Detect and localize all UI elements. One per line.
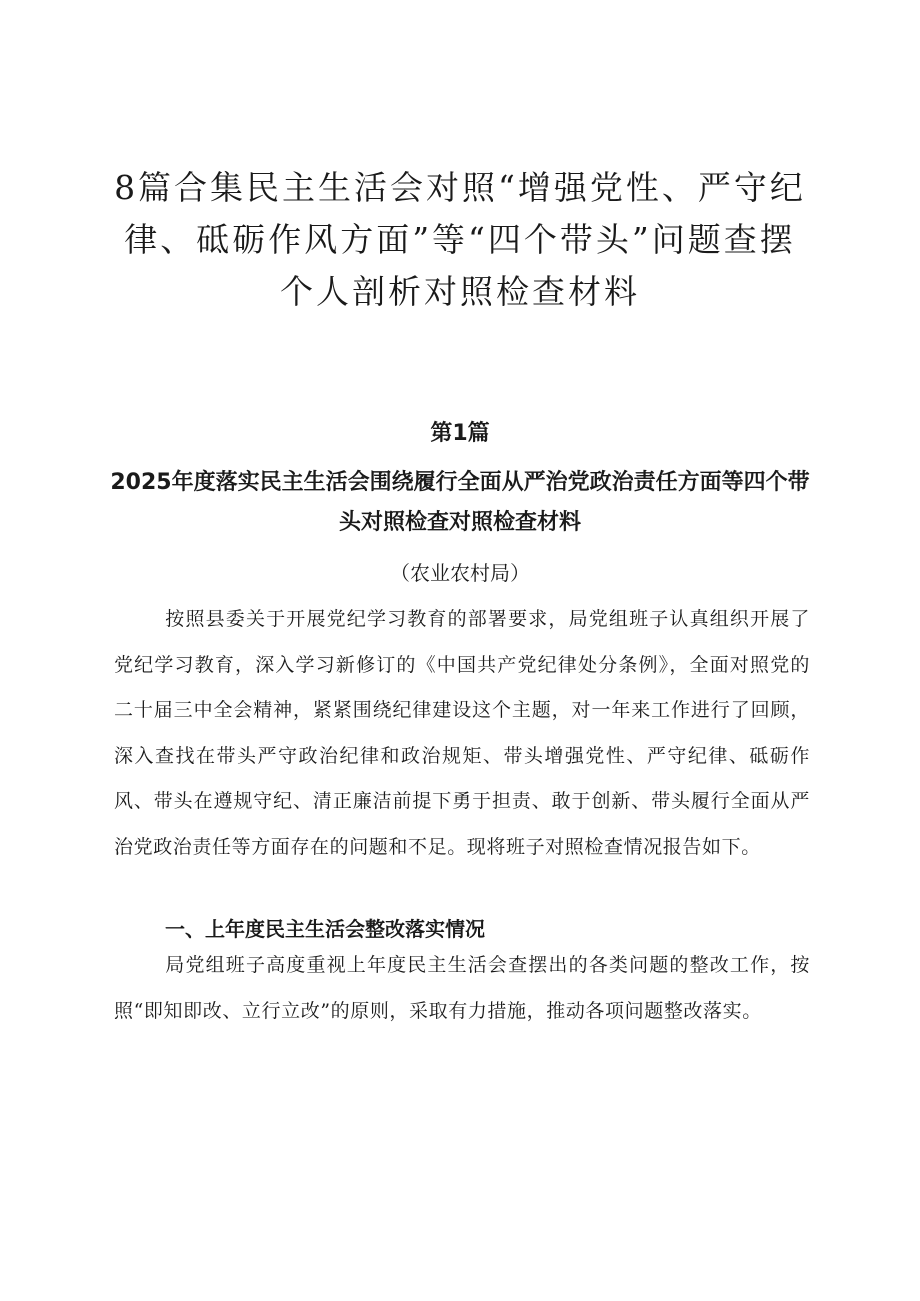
unit-label: （农业农村局） [390, 561, 530, 585]
sub-title: 2025年度落实民主生活会围绕履行全面从严治党政治责任方面等四个带头对照检查对照检查材料 [110, 470, 810, 535]
part-label: 第1篇 [430, 421, 490, 446]
section-heading-1: 一、上年度民主生活会整改落实情况 [165, 917, 485, 941]
body-paragraph-1: 按照县委关于开展党纪学习教育的部署要求，局党组班子认真组织开展了党纪学习教育，深入学习新修订的《中国共产党纪律处分条例》，全面对照党的二十届三中全会精神，紧紧围绕纪律建设这个主题，对一年来工作进行了回顾，深入查找在带头严守政治纪律和政治规矩、带头增强党性、严守纪律、砥砺作风、带头在遵规守纪、清正廉洁前提下勇于担责、敢于创新、带头履行全面从严治党政治责任等方面存在的问题和不足。现将班子对照检查情况报告如下。 [114, 608, 810, 858]
document-title: 8篇合集民主生活会对照“增强党性、严守纪律、砥砺作风方面”等“四个带头”问题查摆个人剖析对照检查材料 [114, 168, 806, 311]
body-paragraph-2: 局党组班子高度重视上年度民主生活会查摆出的各类问题的整改工作，按照“即知即改、立行立改”的原则，采取有力措施，推动各项问题整改落实。 [114, 954, 810, 1022]
